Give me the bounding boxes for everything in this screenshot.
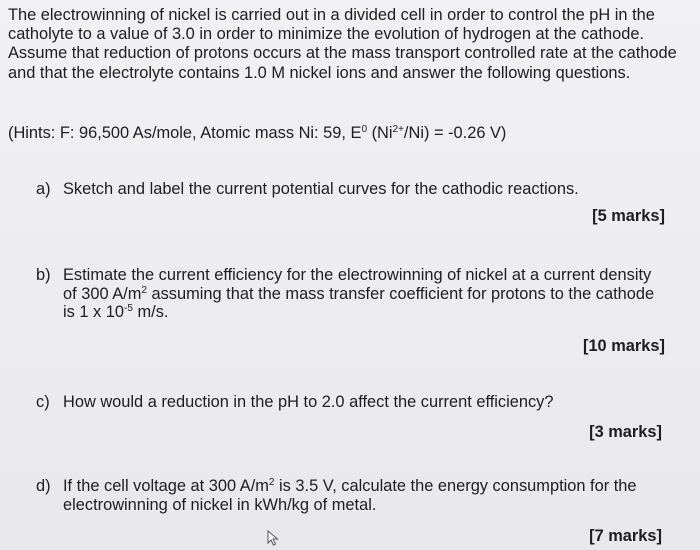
exponent-superscript: -5 [124,303,133,315]
marks-label: [7 marks] [589,527,662,545]
question-text-part: m/s. [132,303,169,322]
question-text [63,477,668,514]
marks-label: [3 marks] [589,423,662,441]
question-text: Sketch and label the current potential curves for the cathodic reactions. [63,180,579,198]
question-d [36,477,668,514]
problem-statement: The electrowinning of nickel is carried out in a divided cell in order to control the pH in the catholyte to a value of 3.0 in order to minimize the evolution of hydrogen at the cathode. Assume that reduction of protons occurs at the mass transport controlled rate at the cathode and that the electrolyte contains 1.0 M nickel ions and answer the following questions. [8,6,677,82]
question-text-part: is 3.5 V, calculate the energy consumption for the electrowinning of nickel in kWh/kg of metal. [63,477,637,514]
question-letter: d) [36,477,51,495]
hints-text-end: /Ni) = -0.26 V) [403,124,507,142]
question-a [36,180,668,199]
hints-line [8,123,688,143]
marks-label: [10 marks] [582,337,665,355]
question-text [63,266,668,322]
mouse-pointer-icon [266,530,280,546]
question-text-part: Estimate the current efficiency for the electrowinning of nickel at a current density of 300 A/m [63,266,652,303]
question-c [36,393,668,412]
question-text-part: If the cell voltage at 300 A/m [63,477,269,495]
standard-potential-superscript: 0 [361,124,368,135]
unit-superscript: 2 [268,477,275,488]
question-text-part: assuming that the mass transfer coefficient for protons to the cathode is 1 x 10 [63,284,655,322]
question-letter: a) [36,180,51,198]
question-letter: c) [36,393,50,411]
question-b [36,266,668,322]
hints-text-start: (Hints: F: 96,500 As/mole, Atomic mass Ni: 59, E [8,124,362,142]
hints-text-ion: (Ni [367,124,393,142]
question-letter: b) [36,266,51,284]
marks-label: [5 marks] [592,207,665,225]
ion-charge-superscript: 2+ [392,124,404,135]
unit-superscript: 2 [141,284,147,296]
question-text: How would a reduction in the pH to 2.0 affect the current efficiency? [63,393,554,411]
